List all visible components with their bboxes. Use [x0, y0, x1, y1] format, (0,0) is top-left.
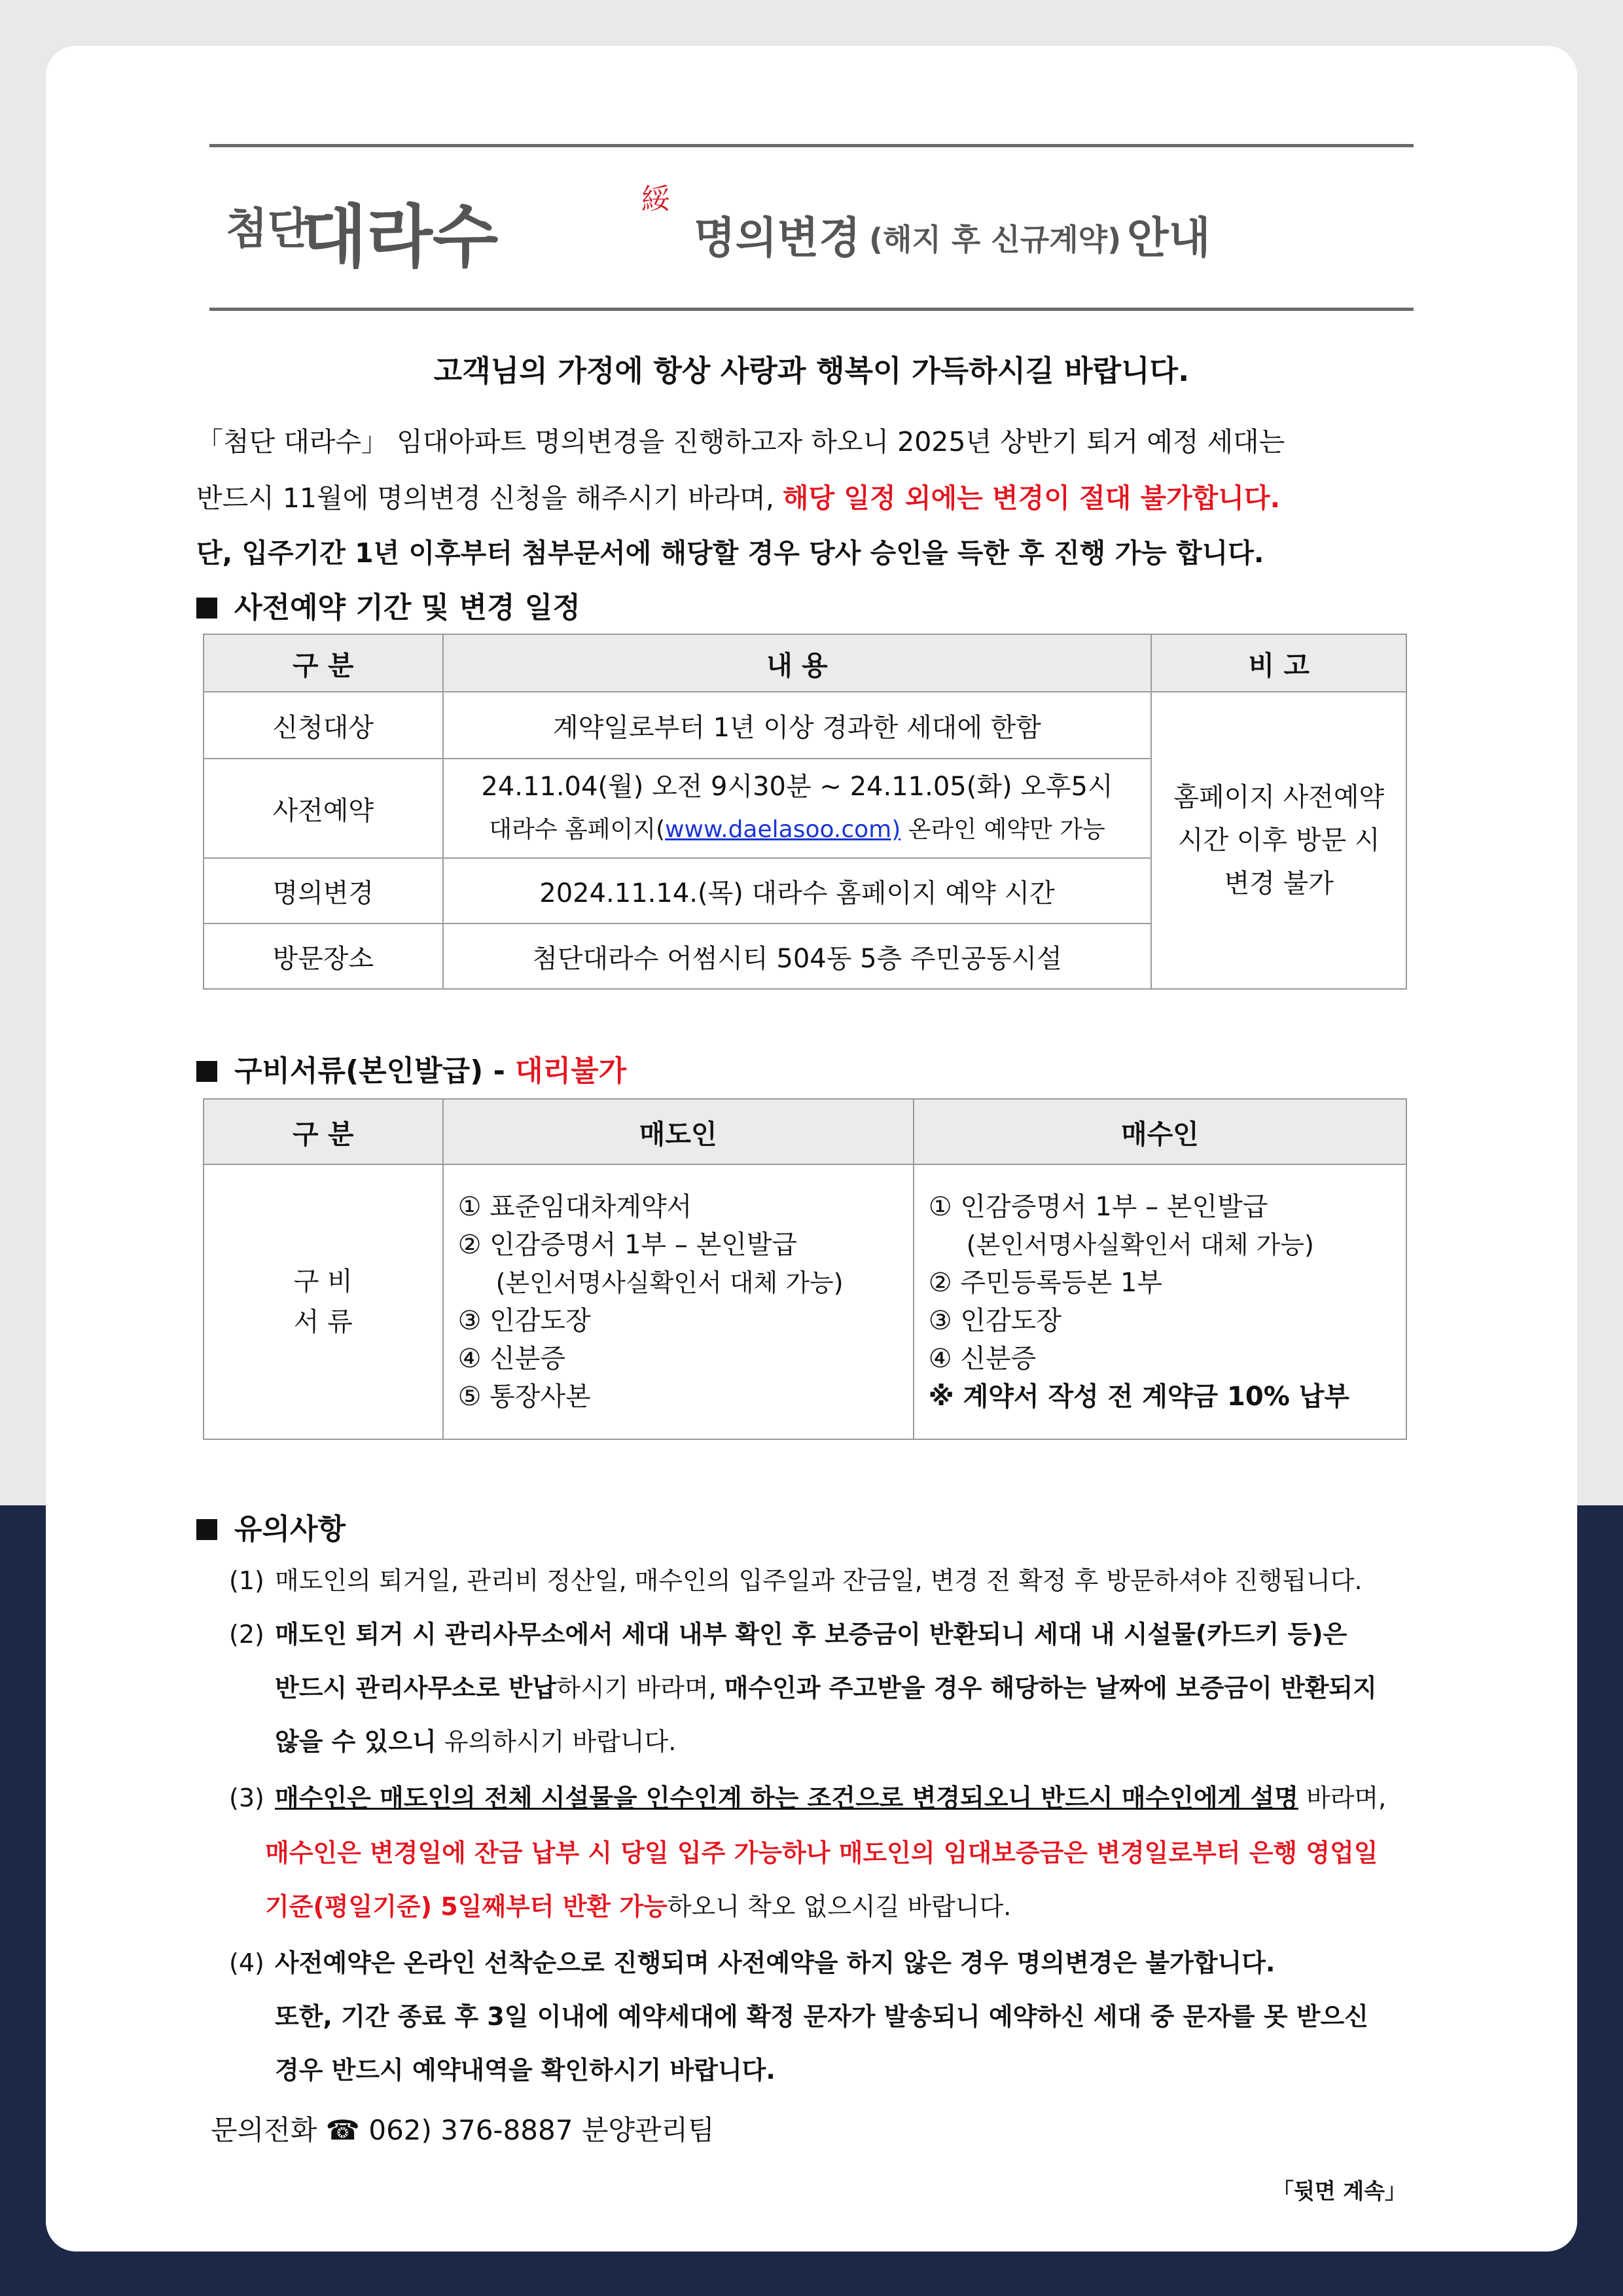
col-header-category: 구 분 — [204, 634, 443, 692]
list-item: (본인서명사실확인서 대체 가능) — [966, 1230, 1314, 1259]
col-header-content: 내 용 — [443, 634, 1152, 692]
note-plain: 하오니 착오 없으시길 바랍니다. — [667, 1892, 1012, 1921]
row-label: 신청대상 — [204, 692, 443, 759]
table-row — [204, 692, 1406, 759]
section-schedule-title: 사전예약 기간 및 변경 일정 — [234, 591, 580, 624]
list-item: ④ 신분증 — [457, 1344, 566, 1374]
contact-team: 분양관리팀 — [581, 2114, 715, 2146]
list-item: ⑤ 통장사본 — [457, 1382, 591, 1412]
intro-line-2 — [196, 476, 1414, 515]
note-text: 사전예약은 온라인 선착순으로 진행되며 사전예약을 하지 않은 경우 명의변경은 불가합니다. — [275, 1948, 1275, 1977]
remark-line: 시간 이후 방문 시 — [1177, 825, 1380, 855]
note-emphasis: 매수인과 주고받을 경우 해당하는 날짜에 보증금이 반환되지 — [724, 1674, 1377, 1702]
homepage-link[interactable]: www.daelasoo.com) — [665, 816, 901, 843]
section-schedule-heading — [196, 584, 580, 626]
table-header-row — [204, 1099, 1406, 1164]
row-content — [443, 759, 1152, 858]
list-item: ② 인감증명서 1부 – 본인발급 — [457, 1230, 798, 1260]
brand-name: 대라수 — [301, 197, 499, 277]
row-label: 사전예약 — [204, 759, 443, 858]
brand-seal: 綏 — [641, 183, 670, 216]
note-plain: 하시기 바라며, — [556, 1674, 724, 1702]
list-item: ④ 신분증 — [928, 1344, 1037, 1374]
remark-line: 변경 불가 — [1224, 869, 1334, 899]
list-item: (본인서명사실확인서 대체 가능) — [495, 1268, 844, 1297]
row-content: 계약일로부터 1년 이상 경과한 세대에 한함 — [443, 692, 1152, 759]
contact-line — [211, 2109, 715, 2148]
note-warning: 매수인은 변경일에 잔금 납부 시 당일 입주 가능하나 매도인의 임대보증금은 변경일로부터 은행 영업일 — [265, 1839, 1378, 1867]
remark-line: 홈페이지 사전예약 — [1173, 782, 1385, 812]
note-emphasis: 매수인은 매도인의 전체 시설물을 인수인계 하는 조건으로 변경되오니 반드시 매수인에게 설명 — [275, 1784, 1298, 1812]
note-text: 매도인 퇴거 시 관리사무소에서 세대 내부 확인 후 보증금이 반환되니 세대 내 시설물(카드키 등)은 — [275, 1620, 1347, 1649]
buyer-documents — [914, 1164, 1406, 1439]
reservation-method-post: 온라인 예약만 가능 — [901, 816, 1105, 843]
note-plain: 바라며, — [1298, 1784, 1387, 1812]
list-item: ③ 인감도장 — [928, 1306, 1061, 1336]
continued-note: 「뒷면 계속」 — [1272, 2178, 1407, 2204]
note-number: (3) — [229, 1784, 264, 1812]
row-label: 명의변경 — [204, 858, 443, 924]
note-text: 매도인의 퇴거일, 관리비 정산일, 매수인의 입주일과 잔금일, 변경 전 확정 후 방문하셔야 진행됩니다. — [275, 1566, 1363, 1595]
reservation-period: 24.11.04(월) 오전 9시30분 ~ 24.11.05(화) 오후5시 — [481, 772, 1113, 802]
title-end: 안내 — [1127, 213, 1211, 263]
table-header-row — [204, 634, 1406, 692]
section-documents-title: 구비서류(본인발급) — [234, 1054, 484, 1088]
note-number: (4) — [229, 1948, 264, 1977]
reservation-method-pre: 대라수 홈페이지( — [489, 816, 666, 843]
row-content: 2024.11.14.(목) 대라수 홈페이지 예약 시간 — [443, 858, 1152, 924]
title-main: 명의변경 — [694, 213, 861, 263]
note-number: (1) — [229, 1566, 264, 1595]
note-number: (2) — [229, 1620, 264, 1649]
note-text — [275, 1715, 676, 1768]
note-emphasis: 반드시 관리사무소로 반납 — [275, 1674, 557, 1702]
table-row — [204, 1164, 1406, 1439]
documents-label-line: 구 비 — [293, 1266, 353, 1297]
contact-number: 062) 376-8887 — [368, 2114, 573, 2146]
intro-line-2-warning: 해당 일정 외에는 변경이 절대 불가합니다. — [782, 482, 1281, 514]
note-warning: 기준(평일기준) 5일째부터 반환 가능 — [265, 1892, 668, 1921]
list-item-deposit-note: ※ 계약서 작성 전 계약금 10% 납부 — [928, 1382, 1350, 1412]
intro-line-2-text: 반드시 11월에 명의변경 신청을 해주시기 바라며, — [196, 482, 783, 514]
note-text: 경우 반드시 예약내역을 확인하시기 바랍니다. — [275, 2056, 776, 2085]
title-sub: (해지 후 신규계약) — [869, 222, 1122, 257]
brand-small: 첨단 — [226, 204, 310, 254]
seller-documents — [443, 1164, 914, 1439]
list-item: ③ 인감도장 — [457, 1306, 591, 1336]
note-text — [275, 1661, 1377, 1715]
col-header-category: 구 분 — [204, 1099, 443, 1164]
schedule-table — [203, 634, 1407, 990]
row-content: 첨단대라수 어썸시티 504동 5층 주민공동시설 — [443, 924, 1152, 989]
square-bullet-icon — [196, 598, 217, 619]
intro-line-3: 단, 입주기간 1년 이후부터 첨부문서에 해당할 경우 당사 승인을 득한 후 진행 가능 합니다. — [196, 537, 1264, 569]
note-text: 또한, 기간 종료 후 3일 이내에 예약세대에 확정 문자가 발송되니 예약하신 세대 중 문자를 못 받으신 — [275, 2002, 1368, 2031]
col-header-remark: 비 고 — [1151, 634, 1406, 692]
heading-separator: - — [493, 1054, 505, 1088]
note-text — [275, 1771, 1386, 1825]
note-emphasis: 않을 수 있으니 — [275, 1727, 437, 1756]
section-notes-title: 유의사항 — [234, 1513, 346, 1546]
documents-table — [203, 1098, 1407, 1440]
list-item: ① 인감증명서 1부 – 본인발급 — [928, 1192, 1268, 1222]
remark-cell — [1151, 692, 1406, 989]
section-documents-heading — [196, 1047, 626, 1089]
square-bullet-icon — [196, 1061, 217, 1082]
note-plain: 유의하시기 바랍니다. — [436, 1727, 677, 1756]
list-item: ② 주민등록등본 1부 — [928, 1268, 1162, 1298]
reservation-method — [444, 808, 1151, 852]
col-header-seller: 매도인 — [443, 1099, 914, 1164]
square-bullet-icon — [196, 1519, 217, 1540]
col-header-buyer: 매수인 — [914, 1099, 1406, 1164]
intro-line-1: 「첨단 대라수」 임대아파트 명의변경을 진행하고자 하오니 2025년 상반기 퇴거 예정 세대는 — [196, 426, 1285, 457]
top-rule — [209, 144, 1414, 147]
list-item: ① 표준임대차계약서 — [457, 1192, 692, 1222]
section-notes-heading — [196, 1505, 346, 1547]
contact-label: 문의전화 — [211, 2114, 317, 2146]
note-text — [265, 1880, 1011, 1933]
row-label: 방문장소 — [204, 924, 443, 989]
greeting: 고객님의 가정에 항상 사랑과 행복이 가득하시길 바랍니다. — [433, 353, 1190, 388]
phone-icon: ☎ — [325, 2114, 360, 2146]
bottom-rule — [209, 308, 1414, 311]
documents-label — [204, 1164, 443, 1439]
documents-label-line: 서 류 — [293, 1307, 353, 1337]
no-proxy-label: 대리불가 — [515, 1054, 627, 1088]
